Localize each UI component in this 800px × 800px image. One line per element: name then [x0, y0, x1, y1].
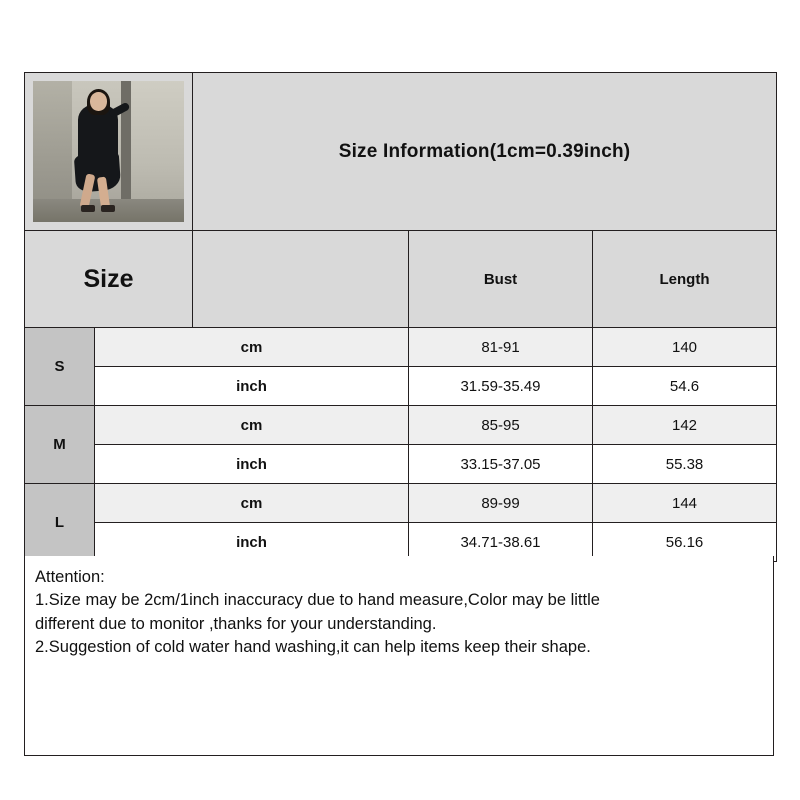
- length-value: 54.6: [593, 367, 777, 406]
- size-label-s: S: [25, 328, 95, 406]
- length-value: 56.16: [593, 523, 777, 562]
- table-row: [25, 406, 777, 445]
- length-value: 142: [593, 406, 777, 445]
- bust-value: 81-91: [409, 328, 593, 367]
- column-header-length: Length: [593, 231, 777, 328]
- unit-cell: inch: [95, 523, 409, 562]
- table-row: [25, 484, 777, 523]
- unit-cell: inch: [95, 367, 409, 406]
- product-photo-cell: [25, 73, 193, 231]
- column-header-row: [25, 231, 777, 328]
- photo-model-head: [90, 92, 107, 110]
- attention-line-3: 2.Suggestion of cold water hand washing,it can help items keep their shape.: [35, 638, 591, 657]
- attention-heading: Attention:: [35, 568, 105, 586]
- length-value: 140: [593, 328, 777, 367]
- size-label-m: M: [25, 406, 95, 484]
- unit-cell: cm: [95, 406, 409, 445]
- attention-line-1: 1.Size may be 2cm/1inch inaccuracy due to hand measure,Color may be little: [35, 591, 600, 610]
- length-value: 144: [593, 484, 777, 523]
- column-header-bust: Bust: [409, 231, 593, 328]
- size-information-title: Size Information(1cm=0.39inch): [193, 73, 777, 231]
- table-row: [25, 445, 777, 484]
- attention-block: [24, 556, 774, 756]
- photo-model-shoe-right: [101, 205, 115, 212]
- column-header-size: Size: [25, 231, 193, 328]
- table-row: [25, 367, 777, 406]
- column-header-spacer: [193, 231, 409, 328]
- length-value: 55.38: [593, 445, 777, 484]
- bust-value: 31.59-35.49: [409, 367, 593, 406]
- bust-value: 33.15-37.05: [409, 445, 593, 484]
- size-label-l: L: [25, 484, 95, 562]
- size-information-table: [24, 72, 777, 562]
- unit-cell: inch: [95, 445, 409, 484]
- unit-cell: cm: [95, 484, 409, 523]
- bust-value: 34.71-38.61: [409, 523, 593, 562]
- bust-value: 89-99: [409, 484, 593, 523]
- bust-value: 85-95: [409, 406, 593, 445]
- unit-cell: cm: [95, 328, 409, 367]
- table-header-row: [25, 73, 777, 231]
- attention-line-2: different due to monitor ,thanks for your understanding.: [35, 614, 437, 633]
- photo-model-shoe-left: [81, 205, 95, 212]
- table-row: [25, 328, 777, 367]
- product-photo: [33, 81, 184, 222]
